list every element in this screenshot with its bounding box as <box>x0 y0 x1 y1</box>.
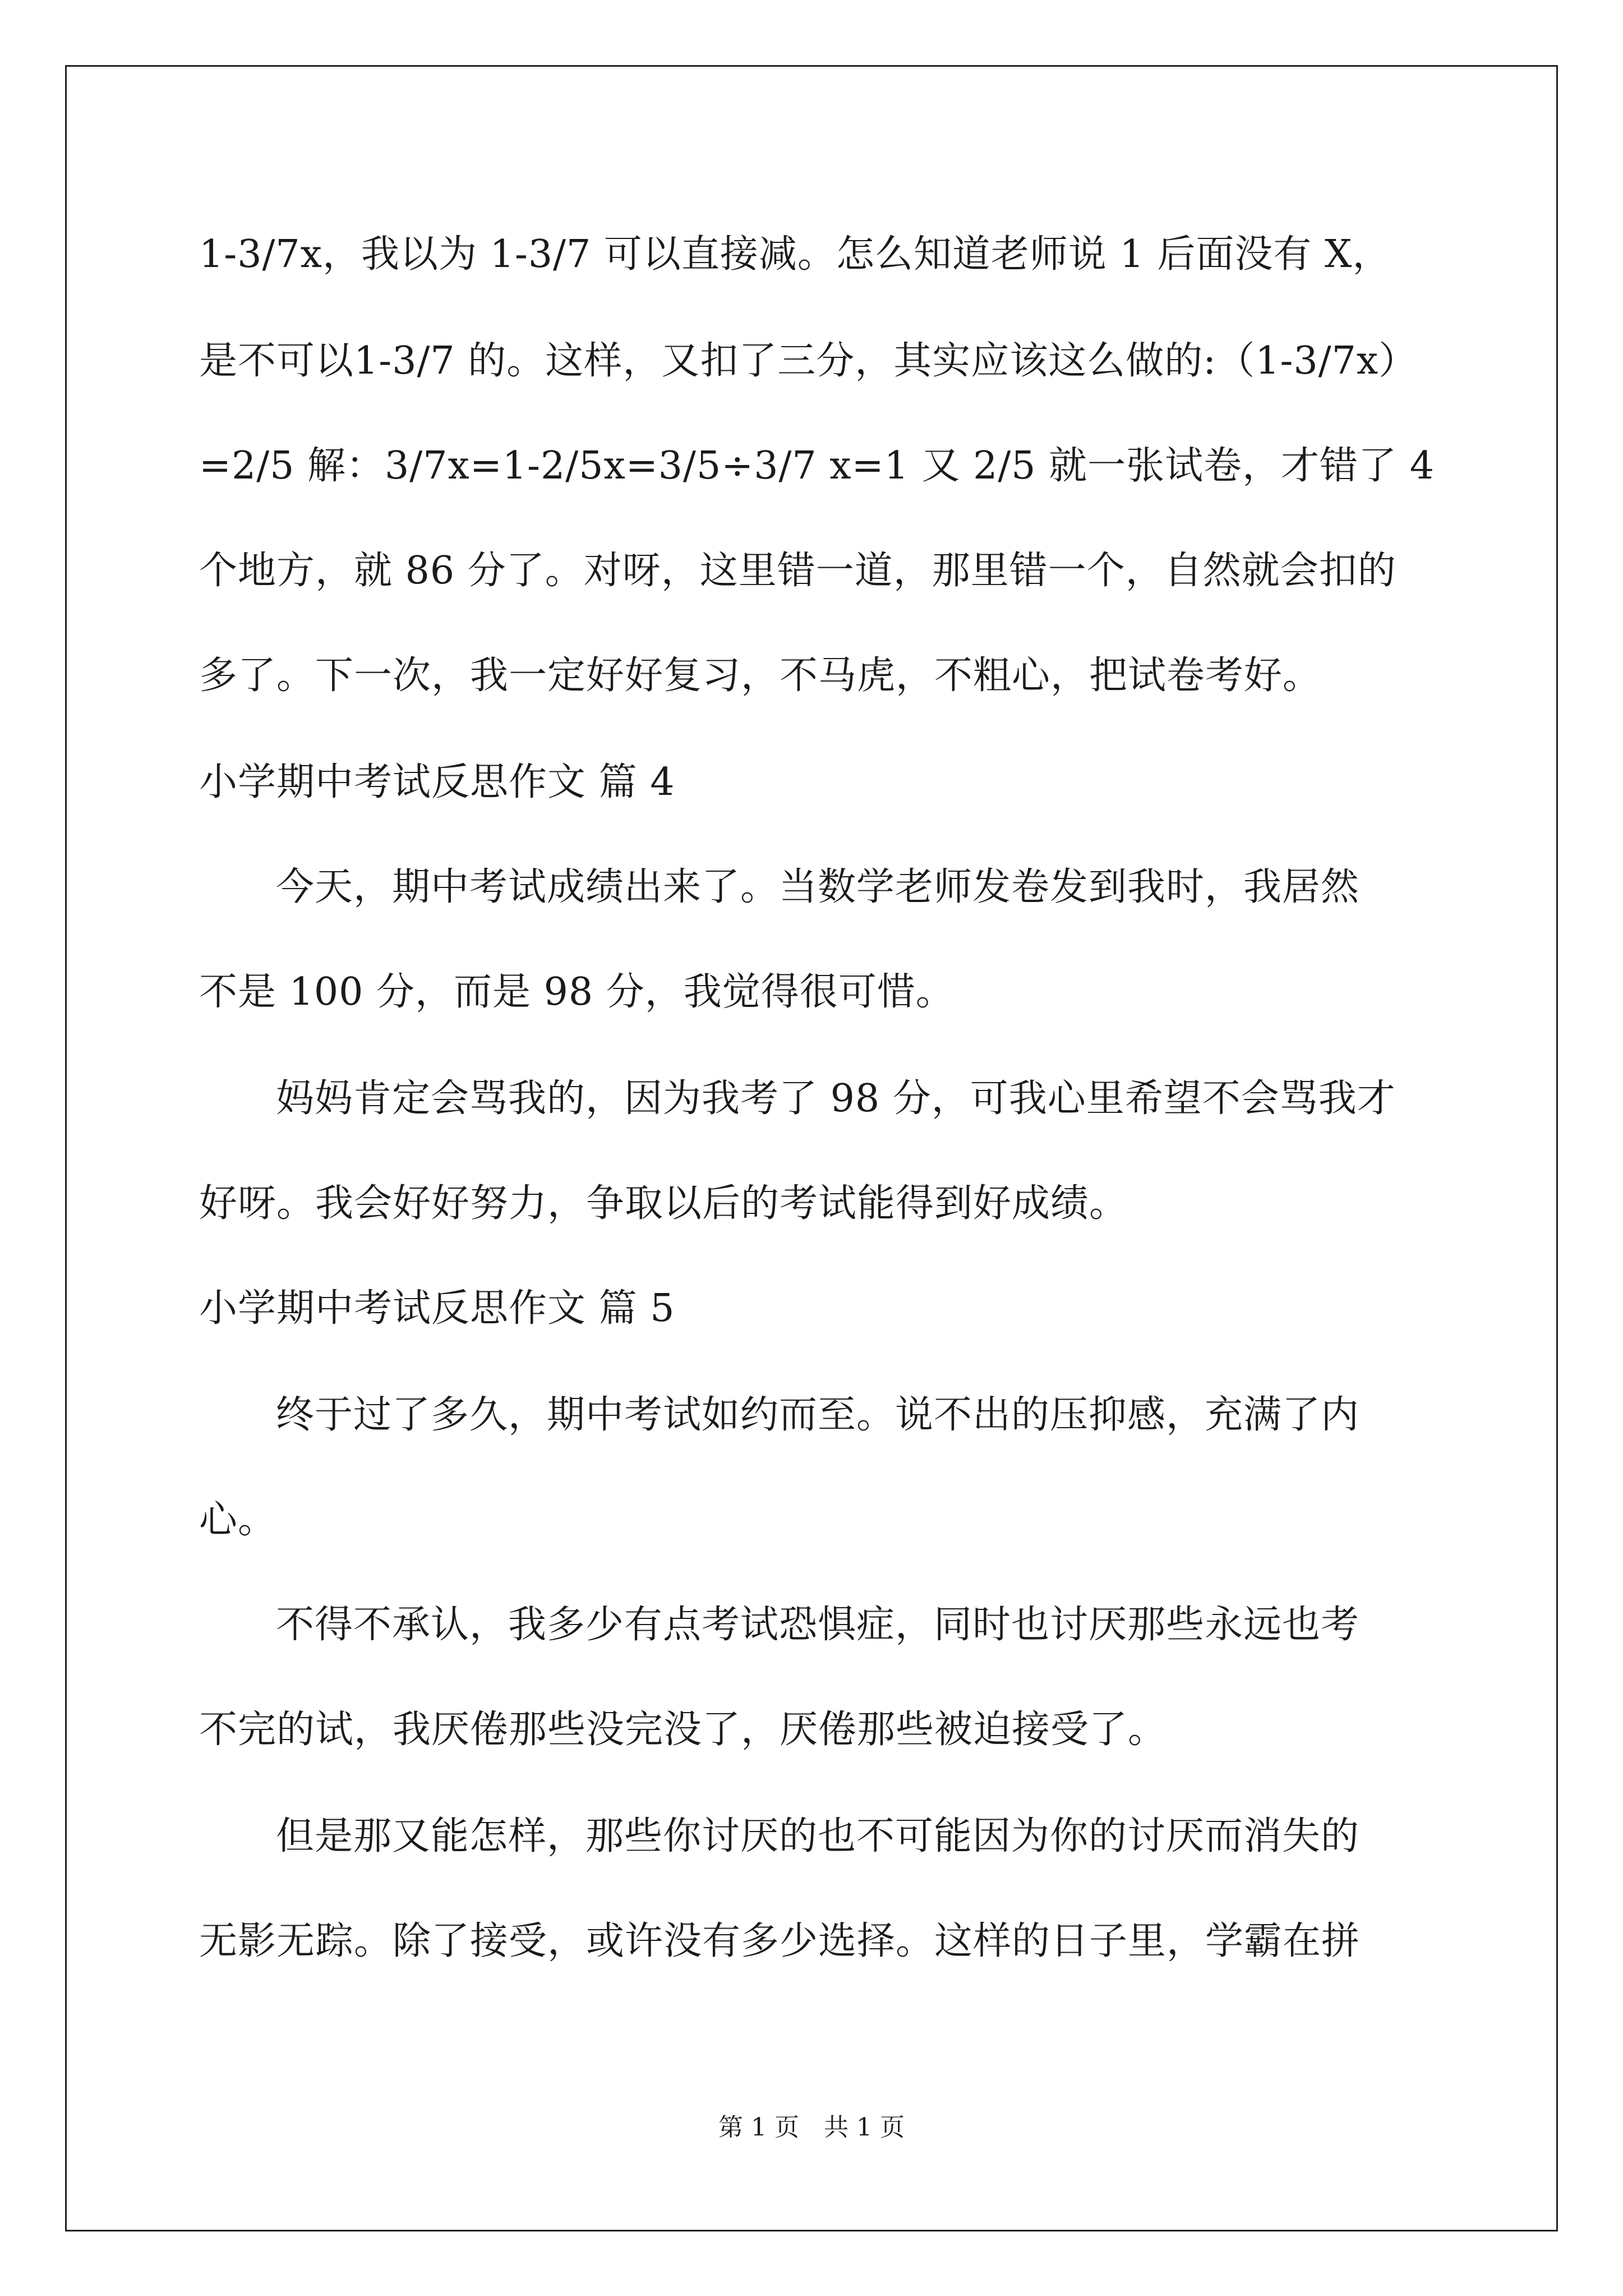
paragraph-line: 不是 100 分，而是 98 分，我觉得很可惜。 <box>199 970 955 1014</box>
paragraph-line: 不得不承认，我多少有点考试恐惧症，同时也讨厌那些永远也考 <box>276 1603 1360 1647</box>
page-number: 第 1 页 <box>718 2113 799 2142</box>
page-footer <box>0 2111 1623 2145</box>
page-total: 共 1 页 <box>824 2113 905 2142</box>
paragraph-line: 但是那又能怎样，那些你讨厌的也不可能因为你的讨厌而消失的 <box>276 1814 1360 1858</box>
page-border <box>65 65 1558 2231</box>
paragraph-line: 今天，期中考试成绩出来了。当数学老师发卷发到我时，我居然 <box>276 865 1360 909</box>
paragraph-line: 无影无踪。除了接受，或许没有多少选择。这样的日子里，学霸在拼 <box>199 1919 1361 1963</box>
paragraph-line: =2/5 解：3/7x=1-2/5x=3/5÷3/7 x=1 又 2/5 就一张试卷，才错了 4 <box>199 444 1435 488</box>
paragraph-line: 是不可以1-3/7 的。这样，又扣了三分，其实应该这么做的:（1-3/7x） <box>199 339 1418 383</box>
paragraph-line: 终于过了多久，期中考试如约而至。说不出的压抑感，充满了内 <box>276 1393 1360 1437</box>
paragraph-line: 好呀。我会好好努力，争取以后的考试能得到好成绩。 <box>199 1181 1128 1226</box>
paragraph-line: 妈妈肯定会骂我的，因为我考了 98 分，可我心里希望不会骂我才 <box>276 1076 1396 1121</box>
paragraph-line: 多了。下一次，我一定好好复习，不马虎，不粗心，把试卷考好。 <box>199 654 1322 698</box>
paragraph-line: 不完的试，我厌倦那些没完没了，厌倦那些被迫接受了。 <box>199 1708 1167 1752</box>
section-heading: 小学期中考试反思作文 篇 4 <box>199 760 675 804</box>
paragraph-line: 1-3/7x，我以为 1-3/7 可以直接减。怎么知道老师说 1 后面没有 X， <box>199 232 1391 277</box>
paragraph-line: 个地方，就 86 分了。对呀，这里错一道，那里错一个，自然就会扣的 <box>199 549 1396 593</box>
section-heading: 小学期中考试反思作文 篇 5 <box>199 1286 675 1331</box>
paragraph-line: 心。 <box>199 1498 277 1542</box>
